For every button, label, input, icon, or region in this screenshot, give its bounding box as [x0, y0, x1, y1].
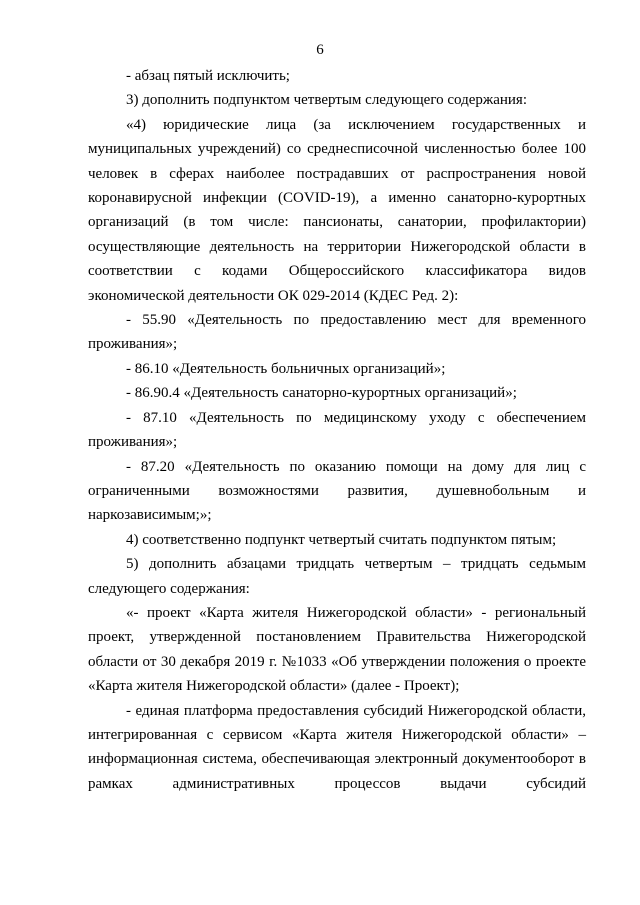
- paragraph-10: 5) дополнить абзацами тридцать четвертым – тридцать седьмым следующего содержания:: [88, 556, 586, 597]
- paragraph-4: - 55.90 «Деятельность по предоставлению мест для временного проживания»;: [88, 312, 586, 353]
- paragraph-11: «- проект «Карта жителя Нижегородской области» - региональный проект, утвержденной постановлением Правительства Нижегородской области от 30 декабря 2019 г. №1033 «Об утверждении положения о проекте «Карта жителя Нижегородской области» (далее - Проект);: [88, 604, 586, 695]
- paragraph-5: - 86.10 «Деятельность больничных организаций»;: [126, 360, 446, 377]
- paragraph-12: - единая платформа предоставления субсидий Нижегородской области, интегрированная с сервисом «Карта жителя Нижегородской области» – информационная система, обеспечивающая электронный документооборот в рамках административных процессов выдачи субсидий: [88, 702, 586, 792]
- paragraph-7: - 87.10 «Деятельность по медицинскому уходу с обеспечением проживания»;: [88, 409, 586, 451]
- paragraph-2: 3) дополнить подпунктом четвертым следующего содержания:: [126, 92, 528, 109]
- paragraph-6: - 86.90.4 «Деятельность санаторно-курортных организаций»;: [126, 385, 517, 402]
- paragraph-3: «4) юридические лица (за исключением государственных и муниципальных учреждений) со среднесписочной численностью более 100 человек в сферах наиболее пострадавших от распространения новой коронавирусной инфекции (COVID-19), а именно санаторно-курортных организаций (в том числе: пансионаты, санатории, профилактории) осуществляющие деятельность на территории Нижегородской области в соответствии с кодами Общероссийского классификатора видов экономической деятельности ОК 029-2014 (КДЕС Ред. 2):: [88, 116, 586, 304]
- paragraph-9: 4) соответственно подпункт четвертый считать подпунктом пятым;: [126, 531, 557, 548]
- paragraph-1: - абзац пятый исключить;: [126, 68, 290, 84]
- page-number: 6: [316, 42, 324, 58]
- document-body: [88, 64, 586, 796]
- paragraph-8: - 87.20 «Деятельность по оказанию помощи на дому для лиц с ограниченными возможностями развития, душевнобольным и наркозависимым;»;: [88, 458, 586, 524]
